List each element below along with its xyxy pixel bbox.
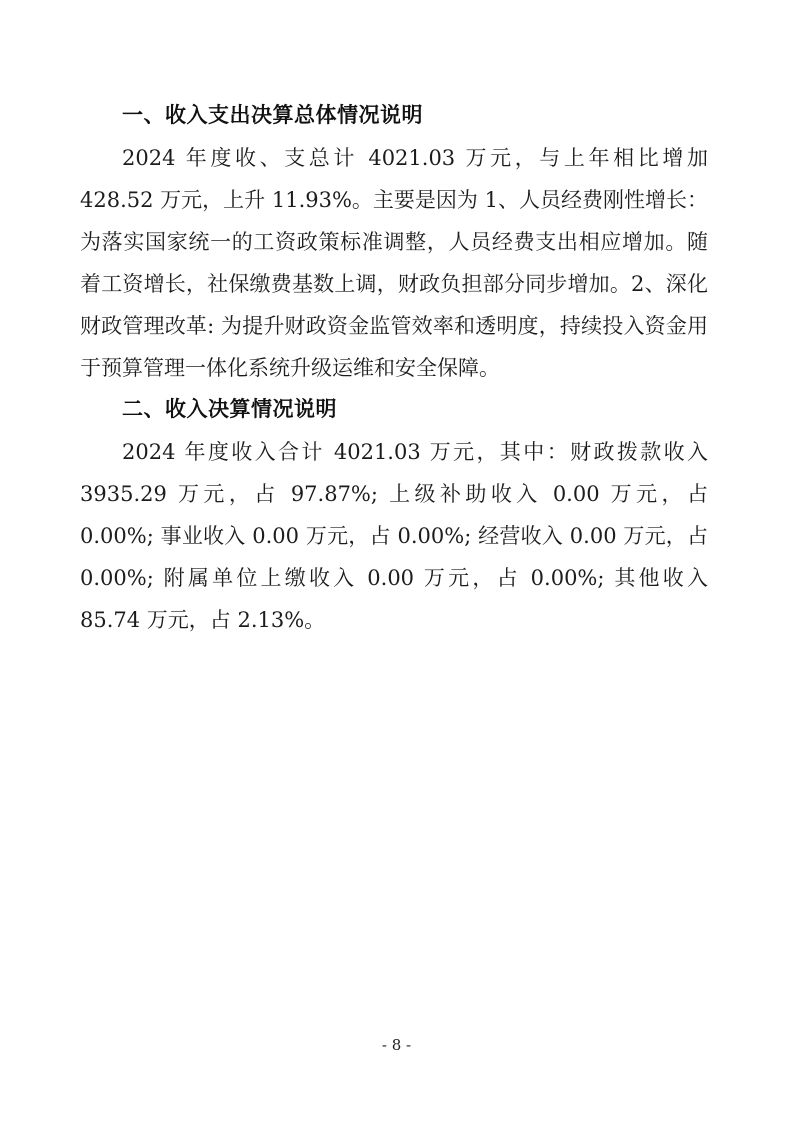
section-1-paragraph: 2024 年度收、支总计 4021.03 万元，与上年相比增加 428.52 万元，上升 11.93%。主要是因为 1、人员经费刚性增长：为落实国家统一的工资政策标准调整，人员经费支出相应增加。随着工资增长，社保缴费基数上调，财政负担部分同步增加。2、深化财政管理改革: 为提升财政资金监管效率和透明度，持续投入资金用于预算管理一体化系统升级运维和安全保障。 <box>80 146 708 380</box>
document-body <box>80 95 708 641</box>
section-2-paragraph: 2024 年度收入合计 4021.03 万元，其中：财政拨款收入 3935.29 万元，占 97.87%; 上级补助收入 0.00 万元，占 0.00%; 事业收入 0.00 万元，占 0.00%; 经营收入 0.00 万元，占 0.00%; 附属单位上缴收入 0.00 万元，占 0.00%; 其他收入 85.74 万元，占 2.13%。 <box>80 440 708 632</box>
section-1-heading: 一、收入支出决算总体情况说明 <box>122 104 423 127</box>
page-number: - 8 - <box>381 1036 412 1054</box>
section-2-heading: 二、收入决算情况说明 <box>122 398 337 421</box>
